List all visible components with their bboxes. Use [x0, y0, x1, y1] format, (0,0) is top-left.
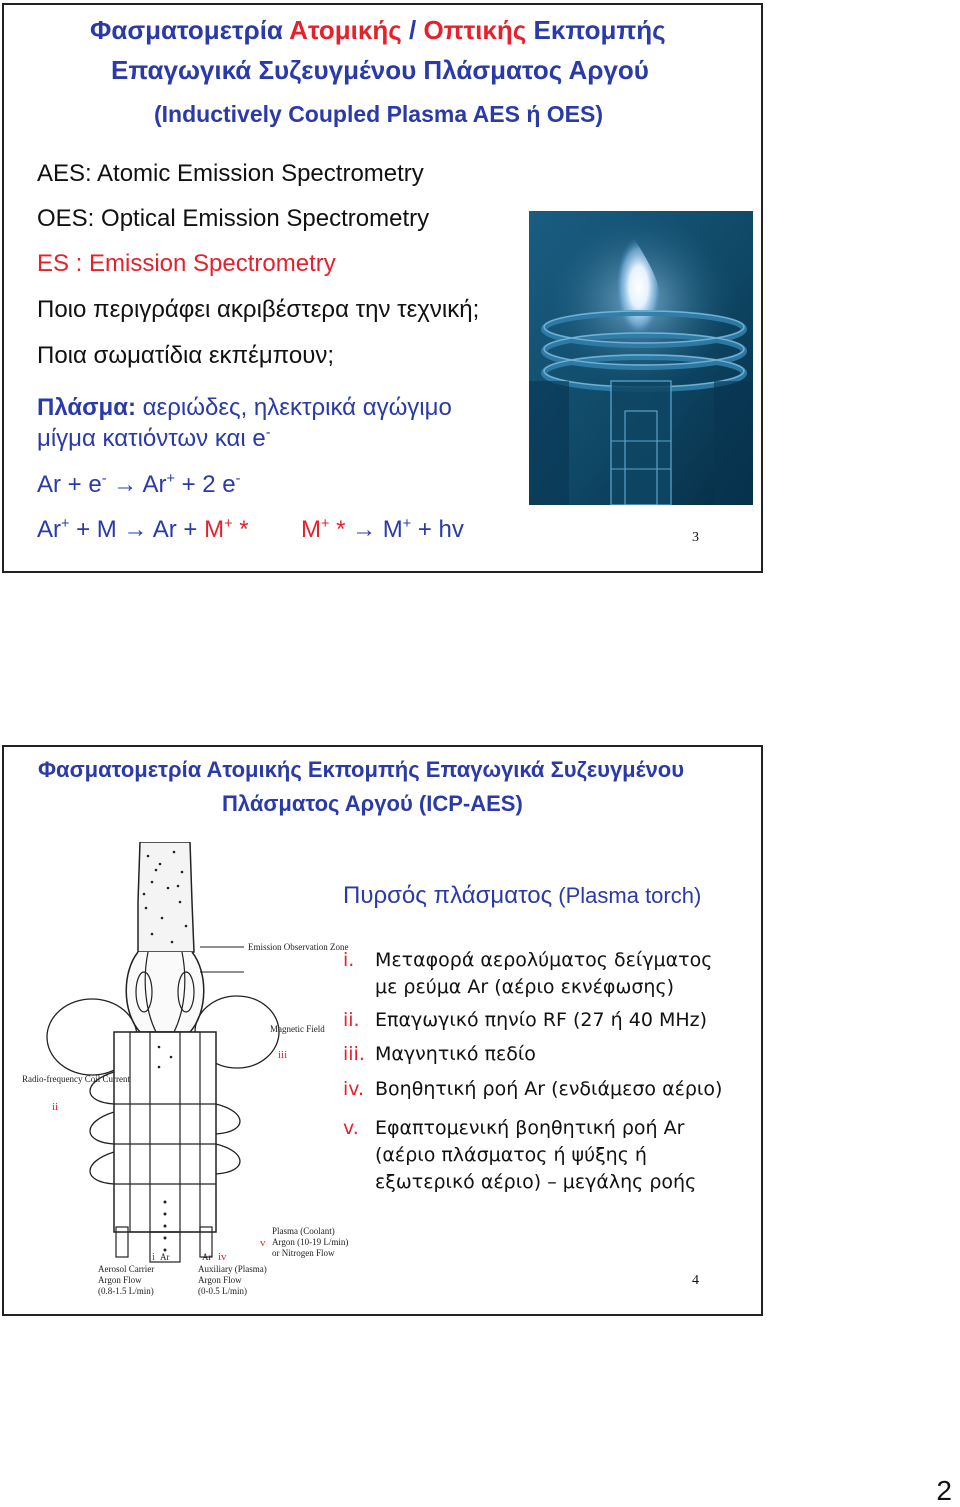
excitation-equation: Ar+ + M → Ar + M+ *	[37, 516, 249, 543]
label-aerosol-3: (0.8-1.5 L/min)	[98, 1286, 154, 1296]
label-v: v	[260, 1237, 266, 1249]
torch-heading: Πυρσός πλάσματος (Plasma torch)	[343, 882, 702, 909]
slide4-title-line1: Φασματομετρία Ατομικής Εκπομπής Επαγωγικά Συζευγμένου	[38, 757, 685, 782]
aes-definition: AES: Atomic Emission Spectrometry	[37, 160, 424, 187]
oes-definition: OES: Optical Emission Spectrometry	[37, 205, 430, 232]
label-emission-zone: Emission Observation Zone	[248, 942, 349, 952]
torch-item-2: ii. Επαγωγικό πηνίο RF (27 ή 40 MHz)	[343, 1009, 708, 1031]
label-magnetic-num: iii	[278, 1049, 288, 1061]
es-definition: ES : Emission Spectrometry	[37, 250, 336, 277]
slide3-number: 3	[692, 530, 699, 545]
label-plasma-coolant-1: Plasma (Coolant)	[272, 1226, 335, 1236]
plasma-definition-line1: Πλάσμα: αεριώδες, ηλεκτρικά αγώγιμο	[37, 394, 452, 421]
label-ar-1: Ar	[160, 1252, 170, 1262]
label-plasma-coolant-2: Argon (10-19 L/min)	[272, 1237, 349, 1247]
plasma-torch-diagram	[22, 842, 367, 1302]
slide4-title-line2: Πλάσματος Αργού (ICP-AES)	[222, 791, 523, 816]
label-plasma-coolant-3: or Nitrogen Flow	[272, 1248, 335, 1258]
torch-item-3: iii. Μαγνητικό πεδίο	[343, 1043, 536, 1065]
label-magnetic-field: Magnetic Field	[270, 1024, 325, 1034]
torch-item-1: i. Μεταφορά αερολύματος δείγματος με ρεύμα Ar (αέριο εκνέφωσης)	[343, 949, 713, 998]
plasma-torch-photo	[529, 211, 753, 505]
slide3-title-line1: Φασματομετρία Ατομικής / Οπτικής Εκπομπής	[90, 15, 666, 45]
slide-3	[2, 3, 763, 573]
torch-item-5: v. Εφαπτομενική βοηθητική ροή Ar (αέριο πλάσματος ή ψύξης ή εξωτερικό αέριο) – μεγάλης ροής	[343, 1117, 697, 1193]
label-rf-num: ii	[52, 1101, 59, 1113]
label-aux-3: (0-0.5 L/min)	[198, 1286, 247, 1296]
label-aux-1: Auxiliary (Plasma)	[198, 1264, 267, 1274]
slide3-title-line2: Επαγωγικά Συζευγμένου Πλάσματος Αργού	[111, 55, 649, 85]
page-number: 2	[936, 1475, 952, 1506]
label-aerosol-1: Aerosol Carrier	[98, 1264, 155, 1274]
label-aux-2: Argon Flow	[198, 1275, 242, 1285]
label-i: i	[152, 1251, 156, 1263]
slide4-number: 4	[692, 1273, 699, 1288]
slide3-subtitle: (Inductively Coupled Plasma AES ή OES)	[154, 101, 604, 127]
plasma-definition-line2: μίγμα κατιόντων και e-	[37, 425, 271, 452]
label-rf-coil: Radio-frequency Coil Current	[22, 1074, 130, 1084]
label-ar-2: Ar	[202, 1252, 212, 1262]
ionization-equation: Ar + e- → Ar+ + 2 e-	[37, 471, 241, 498]
label-aerosol-2: Argon Flow	[98, 1275, 142, 1285]
slide-4	[2, 745, 763, 1316]
emission-equation: M+ * → M+ + hv	[301, 516, 464, 543]
question-technique: Ποιο περιγράφει ακριβέστερα την τεχνική;	[37, 296, 480, 323]
torch-item-4: iv. Βοηθητική ροή Ar (ενδιάμεσο αέριο)	[343, 1078, 723, 1100]
label-iv: iv	[218, 1251, 227, 1263]
question-particles: Ποια σωματίδια εκπέμπουν;	[37, 342, 334, 369]
